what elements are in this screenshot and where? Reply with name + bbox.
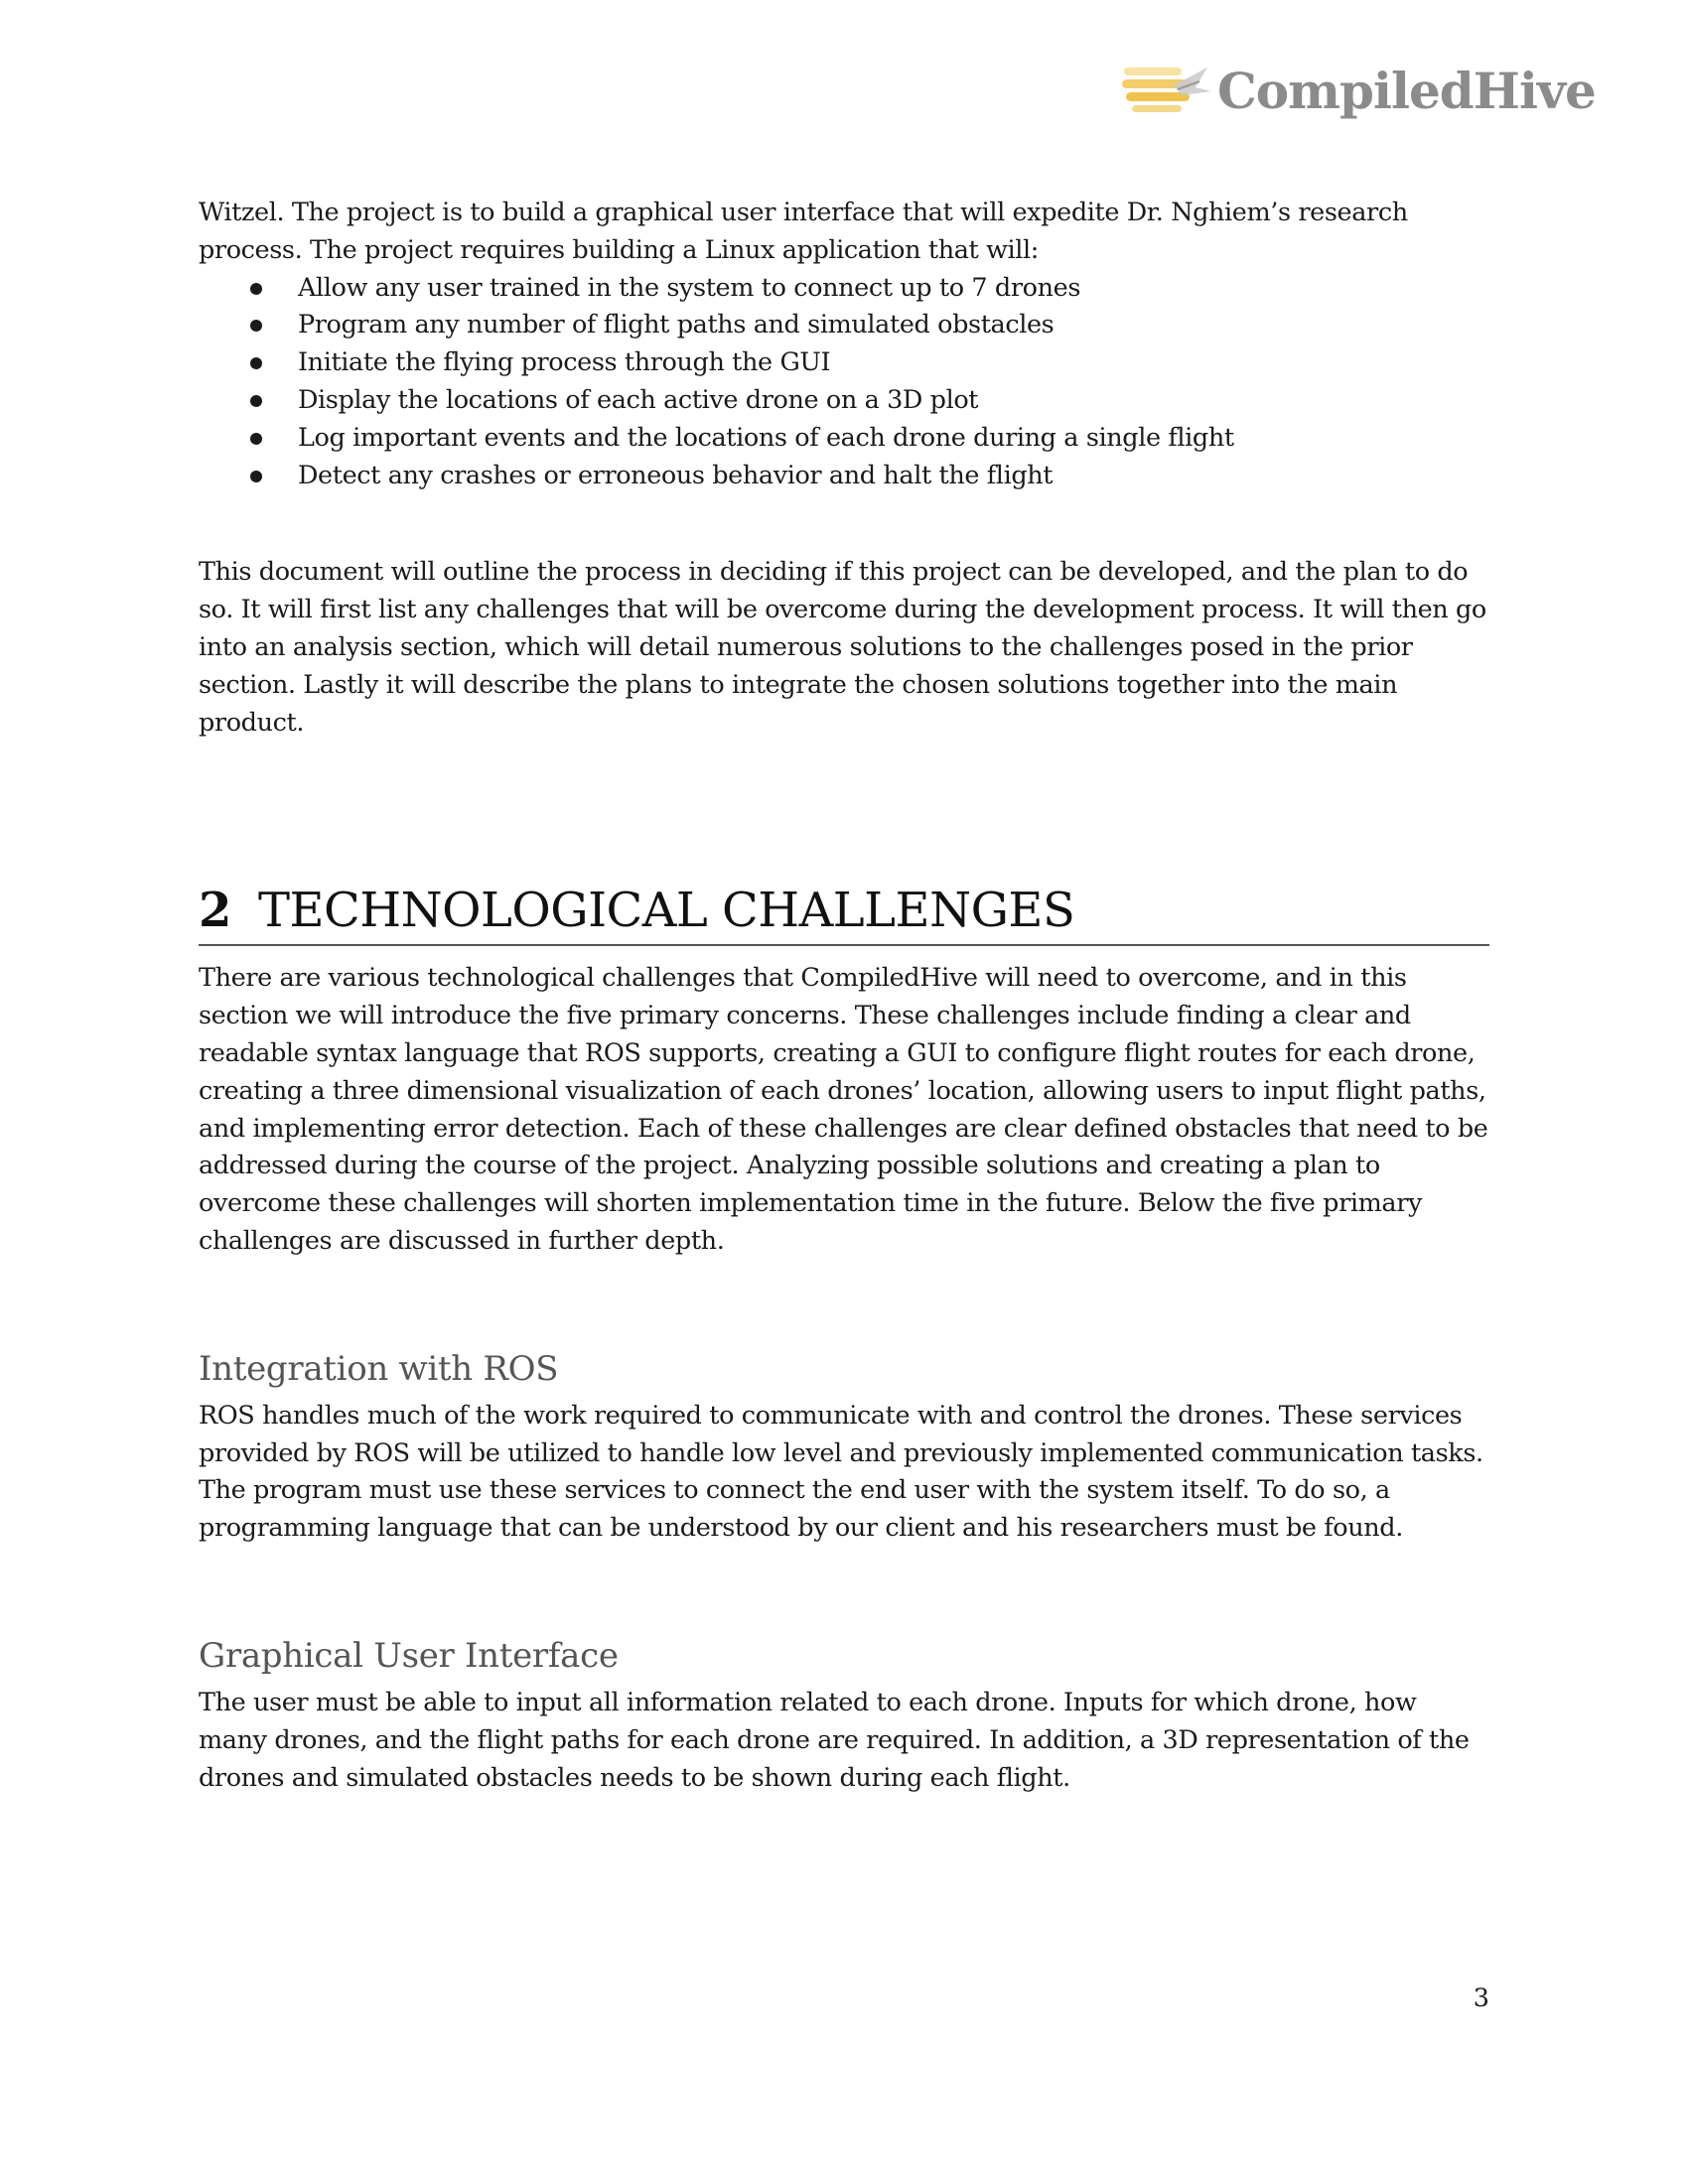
company-logo: [1122, 58, 1596, 127]
list-item: Initiate the flying process through the GUI: [250, 344, 1489, 382]
intro-paragraph: Witzel. The project is to build a graphical user interface that will expedite Dr. Nghiem’s research process. The project requires building a Linux application that will:: [199, 198, 1408, 265]
subsection-heading-gui: Graphical User Interface: [199, 1635, 619, 1676]
section-heading: [199, 881, 1489, 946]
bullet-icon: [250, 283, 262, 295]
bullet-icon: [250, 471, 262, 482]
requirements-list: [199, 270, 1489, 495]
list-item: Display the locations of each active drone on a 3D plot: [250, 382, 1489, 420]
list-item: Program any number of flight paths and simulated obstacles: [250, 307, 1489, 344]
list-item: Allow any user trained in the system to connect up to 7 drones: [250, 270, 1489, 308]
gui-paragraph: The user must be able to input all information related to each drone. Inputs for which drone, how many drones, and the flight paths for each drone are required. In addition, a 3D representation of the drones and simulated obstacles needs to be shown during each flight.: [199, 1687, 1470, 1793]
bullet-icon: [250, 433, 262, 445]
ros-paragraph: ROS handles much of the work required to communicate with and control the drones. These services provided by ROS will be utilized to handle low level and previously implemented communication tasks. The program must use these services to connect the end user with the system itself. To do so, a programming language that can be understood by our client and his researchers must be found.: [199, 1400, 1483, 1544]
bullet-icon: [250, 395, 262, 407]
bee-logo-icon: [1122, 62, 1213, 119]
section-number: 2: [199, 883, 231, 939]
section-intro-paragraph: There are various technological challenges that CompiledHive will need to overcome, and in this section we will introduce the five primary concerns. These challenges include finding a clear and readable syntax language that ROS supports, creating a GUI to configure flight routes for each drone, creating a three dimensional visualization of each drones’ location, allowing users to input flight paths, and implementing error detection. Each of these challenges are clear defined obstacles that need to be addressed during the course of the project. Analyzing possible solutions and creating a plan to overcome these challenges will shorten implementation time in the future. Below the five primary challenges are discussed in further depth.: [199, 963, 1488, 1256]
logo-wordmark: CompiledHive: [1217, 62, 1596, 120]
bullet-icon: [250, 320, 262, 332]
subsection-heading-ros: Integration with ROS: [199, 1348, 559, 1389]
page-number: 3: [1473, 1983, 1489, 2013]
outline-paragraph: This document will outline the process in deciding if this project can be developed, and the plan to do so. It will first list any challenges that will be overcome during the development process. It will then go into an analysis section, which will detail numerous solutions to the challenges posed in the prior section. Lastly it will describe the plans to integrate the chosen solutions together into the main product.: [199, 557, 1486, 738]
list-item: Log important events and the locations of each drone during a single flight: [250, 420, 1489, 458]
list-item: Detect any crashes or erroneous behavior and halt the flight: [250, 458, 1489, 495]
bullet-icon: [250, 357, 262, 369]
section-title: TECHNOLOGICAL CHALLENGES: [258, 883, 1075, 939]
page-content: [199, 195, 1489, 1797]
